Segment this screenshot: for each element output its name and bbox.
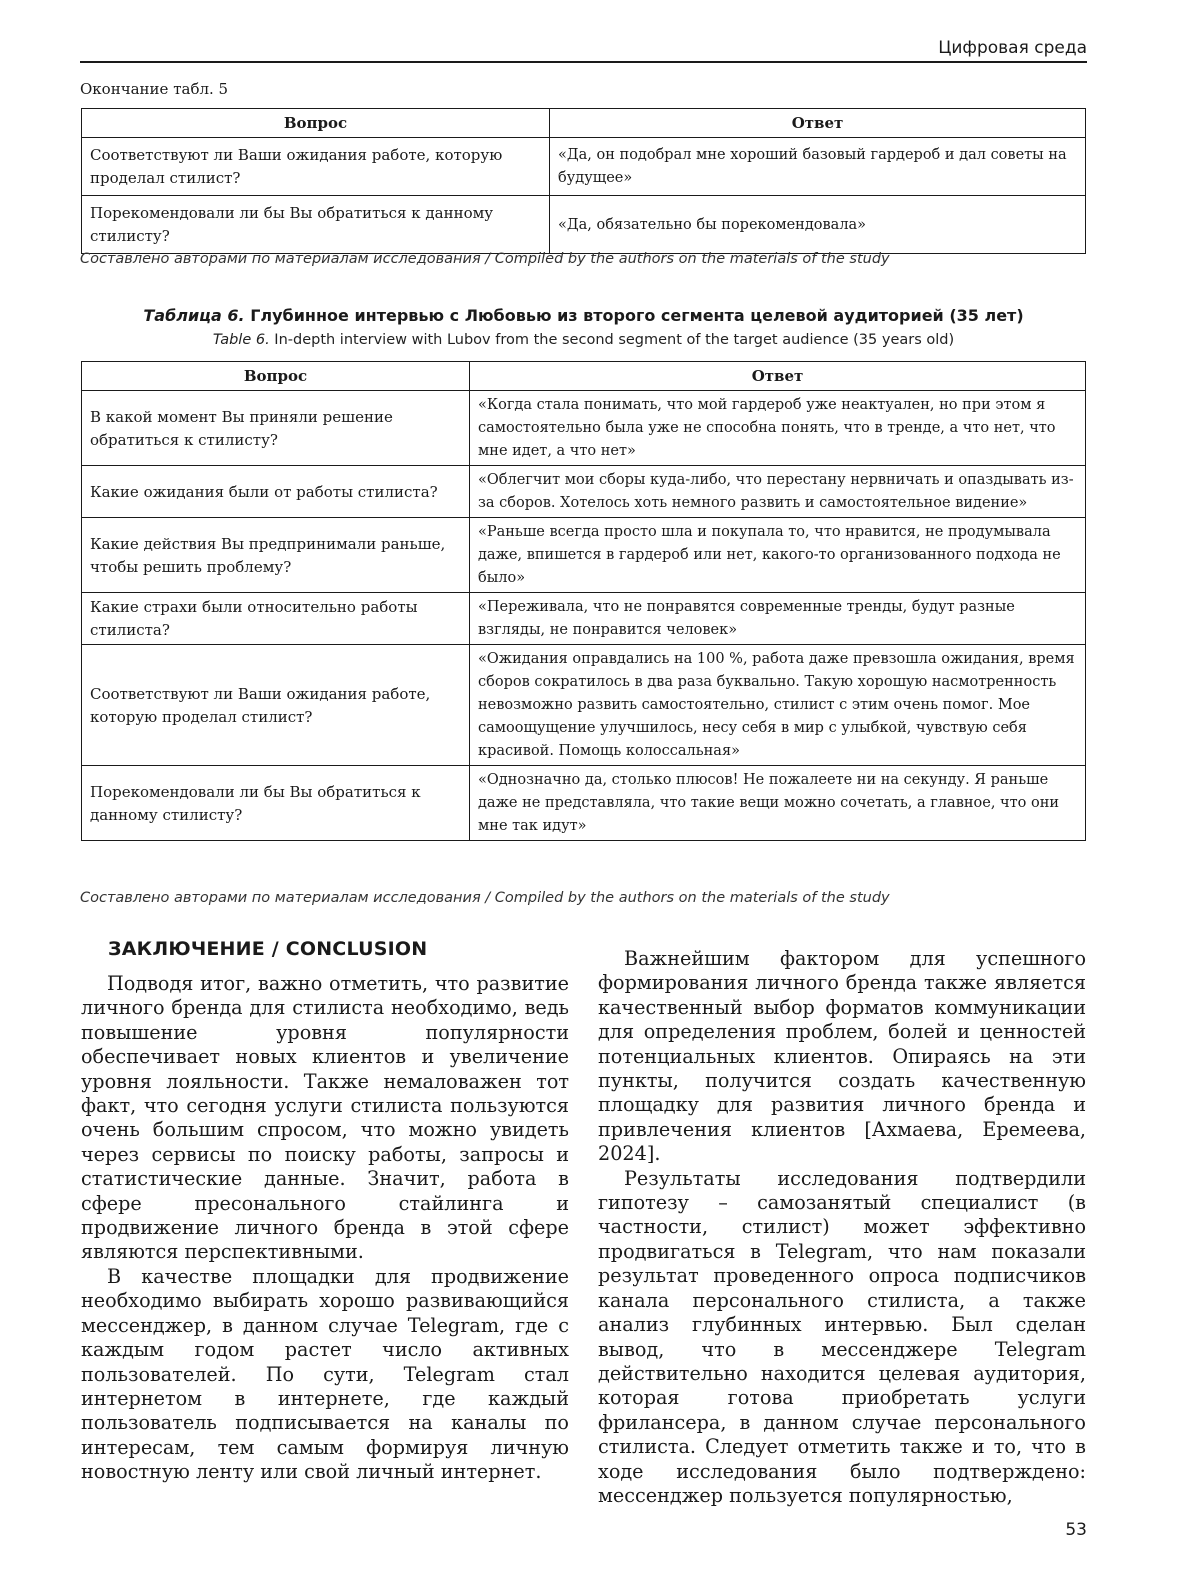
table-row bbox=[82, 196, 1086, 254]
table6-header-question: Вопрос bbox=[82, 362, 470, 391]
paragraph: Важнейшим фактором для успешного формирования личного бренда также является качественный выбор форматов коммуникации для определения проблем, болей и ценностей потенциальных клиентов. Опираясь на эти пункты, получится создать качественную площадку для развития личного бренда и привлечения клиентов [Ахмаева, Еремеева, 2024]. bbox=[598, 947, 1086, 1166]
table5-answer-cell: «Да, обязательно бы порекомендовала» bbox=[550, 196, 1086, 254]
table6-subtitle bbox=[80, 332, 1087, 348]
table6 bbox=[81, 361, 1086, 841]
table6-answer-cell: «Раньше всегда просто шла и покупала то, что нравится, не продумывала даже, впишется в гардероб или нет, какого-то организованного подхода не было» bbox=[470, 518, 1086, 593]
table-row bbox=[82, 138, 1086, 196]
table-row bbox=[82, 391, 1086, 466]
table6-question-cell: Какие ожидания были от работы стилиста? bbox=[82, 466, 470, 518]
table6-answer-cell: «Переживала, что не понравятся современные тренды, будут разные взгляды, не понравится человек» bbox=[470, 593, 1086, 645]
table6-header-answer: Ответ bbox=[470, 362, 1086, 391]
table-row bbox=[82, 593, 1086, 645]
table-row bbox=[82, 466, 1086, 518]
conclusion-heading: ЗАКЛЮЧЕНИЕ / CONCLUSION bbox=[108, 938, 428, 960]
table5-header-answer: Ответ bbox=[550, 109, 1086, 138]
table5-continuation-label: Окончание табл. 5 bbox=[80, 80, 229, 98]
conclusion-right-column bbox=[598, 947, 1086, 1508]
table6-subtitle-label: Table 6. bbox=[212, 332, 270, 348]
table6-title-text: Глубинное интервью с Любовью из второго сегмента целевой аудиторией (35 лет) bbox=[250, 306, 1024, 325]
table5-question-cell: Порекомендовали ли бы Вы обратиться к данному стилисту? bbox=[82, 196, 550, 254]
table6-question-cell: Порекомендовали ли бы Вы обратиться к данному стилисту? bbox=[82, 766, 470, 841]
running-header: Цифровая среда bbox=[80, 38, 1087, 63]
table5-header-row bbox=[82, 109, 1086, 138]
table6-title-label: Таблица 6. bbox=[143, 306, 245, 325]
table6-question-cell: Какие страхи были относительно работы стилиста? bbox=[82, 593, 470, 645]
table6-question-cell: Какие действия Вы предпринимали раньше, чтобы решить проблему? bbox=[82, 518, 470, 593]
table6-source-note: Составлено авторами по материалам исследования / Compiled by the authors on the materials of the study bbox=[80, 890, 890, 906]
table5-source-note: Составлено авторами по материалам исследования / Compiled by the authors on the materials of the study bbox=[80, 251, 890, 267]
table5 bbox=[81, 108, 1086, 254]
table6-answer-cell: «Однозначно да, столько плюсов! Не пожалеете ни на секунду. Я раньше даже не представляла, что такие вещи можно сочетать, а главное, что они мне так идут» bbox=[470, 766, 1086, 841]
table-row bbox=[82, 518, 1086, 593]
page-number: 53 bbox=[1065, 1520, 1087, 1540]
paragraph: В качестве площадки для продвижение необходимо выбирать хорошо развивающийся мессенджер, в данном случае Telegram, где с каждым годом растет число активных пользователей. По сути, Telegram стал интернетом в интернете, где каждый пользователь подписывается на каналы по интересам, тем самым формируя личную новостную ленту или свой личный интернет. bbox=[81, 1264, 569, 1484]
table6-title bbox=[80, 306, 1087, 325]
table6-question-cell: Соответствуют ли Ваши ожидания работе, которую проделал стилист? bbox=[82, 645, 470, 766]
table6-header-row bbox=[82, 362, 1086, 391]
paragraph: Подводя итог, важно отметить, что развитие личного бренда для стилиста необходимо, ведь повышение уровня популярности обеспечивает новых клиентов и увеличение уровня лояльности. Также немаловажен тот факт, что сегодня услуги стилиста пользуются очень большим спросом, что можно увидеть через сервисы по поиску работы, запросы и статистические данные. Значит, работа в сфере пресонального стайлинга и продвижение личного бренда в этой сфере являются перспективными. bbox=[81, 972, 569, 1264]
table5-question-cell: Соответствуют ли Ваши ожидания работе, которую проделал стилист? bbox=[82, 138, 550, 196]
table6-answer-cell: «Облегчит мои сборы куда-либо, что перестану нервничать и опаздывать из-за сборов. Хотелось хоть немного развить и самостоятельное видение» bbox=[470, 466, 1086, 518]
table6-answer-cell: «Ожидания оправдались на 100 %, работа даже превзошла ожидания, время сборов сократилось в два раза буквально. Такую хорошую насмотренность невозможно развить самостоятельно, стилист с этим очень помог. Мое самоощущение улучшилось, несу себя в мир с улыбкой, чувствую себя красивой. Помощь колоссальная» bbox=[470, 645, 1086, 766]
table-row bbox=[82, 766, 1086, 841]
table5-header-question: Вопрос bbox=[82, 109, 550, 138]
table6-question-cell: В какой момент Вы приняли решение обратиться к стилисту? bbox=[82, 391, 470, 466]
table5-answer-cell: «Да, он подобрал мне хороший базовый гардероб и дал советы на будущее» bbox=[550, 138, 1086, 196]
table6-answer-cell: «Когда стала понимать, что мой гардероб уже неактуален, но при этом я самостоятельно была уже не способна понять, что в тренде, а что нет, что мне идет, а что нет» bbox=[470, 391, 1086, 466]
table6-subtitle-text: In-depth interview with Lubov from the second segment of the target audience (35 years old) bbox=[274, 332, 955, 348]
table-row bbox=[82, 645, 1086, 766]
paragraph: Результаты исследования подтвердили гипотезу – самозанятый специалист (в частности, стилист) может эффективно продвигаться в Telegram, что нам показали результат проведенного опроса подписчиков канала персонального стилиста, а также анализ глубинных интервью. Был сделан вывод, что в мессенджере Telegram действительно находится целевая аудитория, которая готова приобретать услуги фрилансера, в данном случае персонального стилиста. Следует отметить также и то, что в ходе исследования было подтверждено: мессенджер пользуется популярностью, bbox=[598, 1166, 1086, 1507]
conclusion-left-column bbox=[81, 972, 569, 1485]
